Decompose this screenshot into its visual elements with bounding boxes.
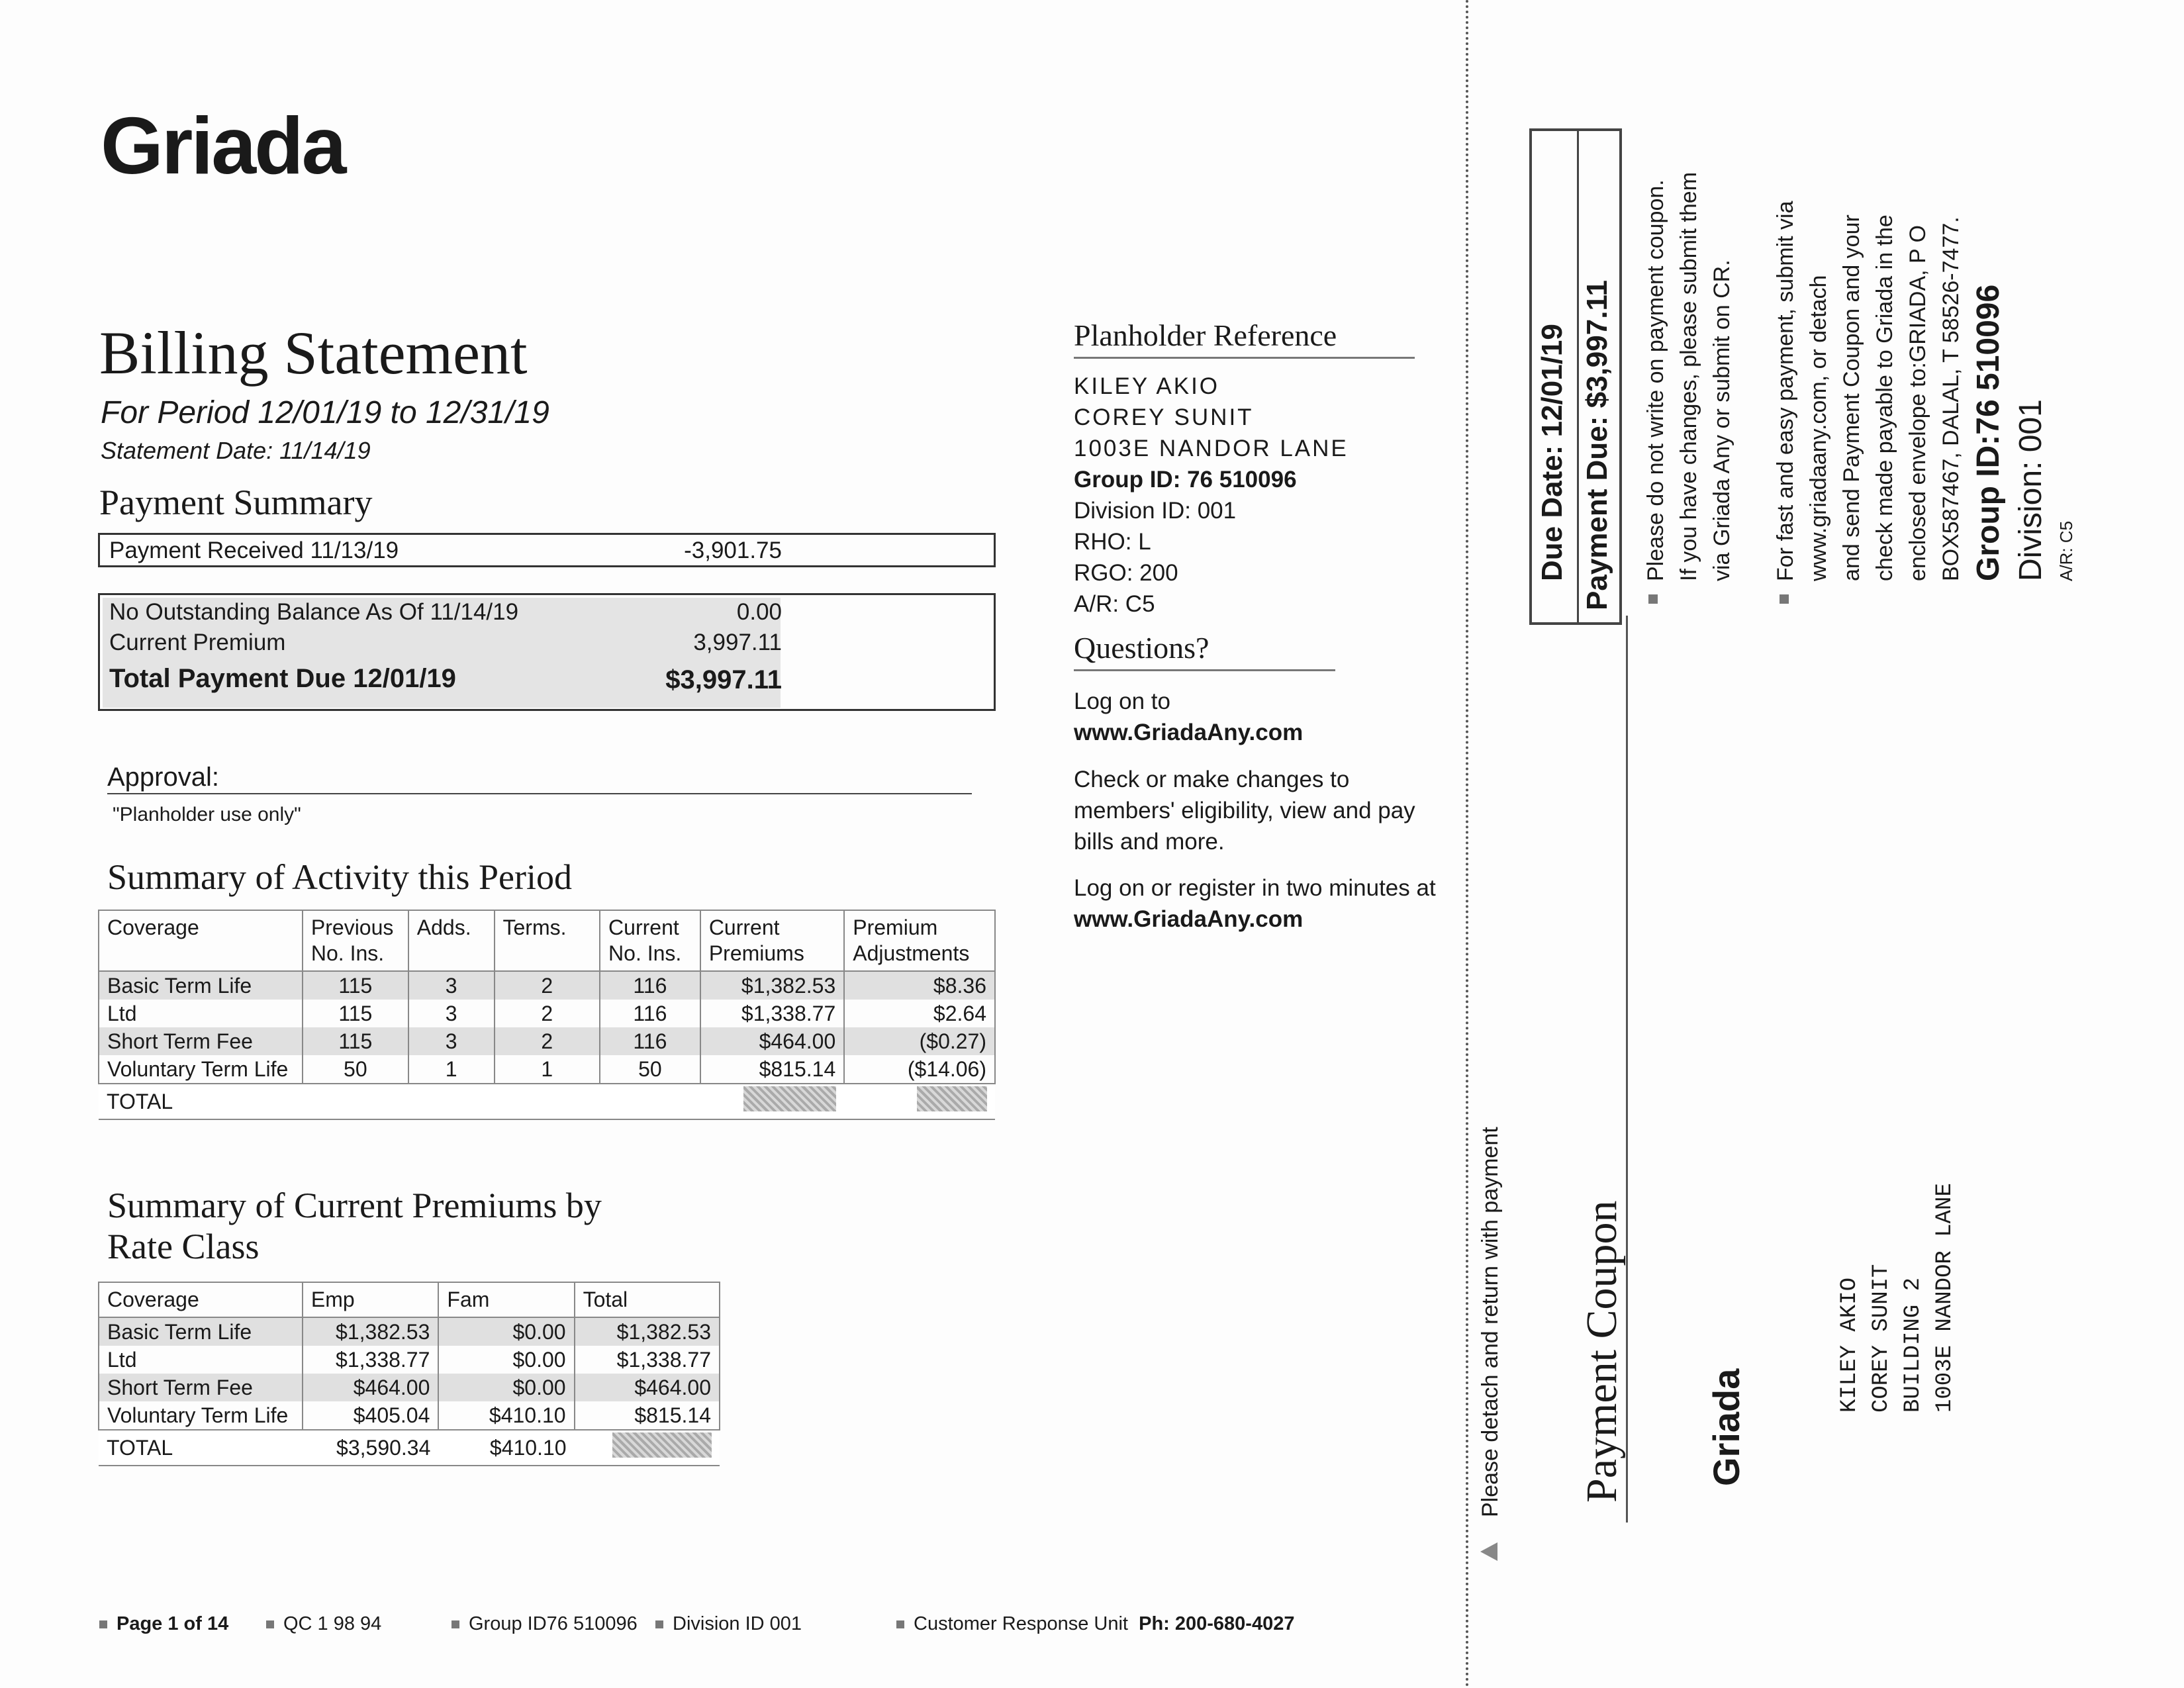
table-row [99,1027,995,1055]
cell: $1,338.77 [303,1346,439,1374]
activity-heading: Summary of Activity this Period [107,857,572,897]
cell: $1,382.53 [303,1317,439,1346]
cell: $1,382.53 [575,1317,720,1346]
footer-division [655,1613,802,1635]
cell: $0.00 [438,1317,574,1346]
cell: $2.64 [844,1000,995,1027]
coupon-note2-line: enclosed envelope to:GRIADA, P O [1905,224,1930,581]
cell: $0.00 [438,1374,574,1401]
coupon-logo: Griada [1705,1368,1747,1486]
rate-col-fam: Fam [438,1282,574,1317]
table-row [99,1055,995,1084]
total-label: TOTAL [99,1430,303,1466]
redacted-value [612,1432,712,1458]
coupon-note1-line: If you have changes, please submit them [1676,171,1701,581]
activity-col-coverage: Coverage [99,910,303,971]
questions-p1 [1074,686,1445,748]
planholder-heading: Planholder Reference [1074,318,1415,359]
cell: $815.14 [700,1055,844,1084]
approval-label: Approval: [107,763,219,792]
detach-note: Please detach and return with payment [1478,1127,1503,1517]
footer-code [266,1613,381,1635]
outstanding-value: 0.00 [736,599,782,625]
approval-note: "Planholder use only" [113,804,301,825]
total-row [99,1430,720,1466]
payment-received-box [98,533,996,567]
approval-line [107,793,972,794]
footer-division-text: Division ID 001 [673,1613,802,1634]
rate-class-heading-line1: Summary of Current Premiums by [107,1186,602,1225]
current-premium-label: Current Premium [109,630,286,655]
table-row [99,1317,720,1346]
cell: $0.00 [438,1346,574,1374]
coupon-address-line: 1003E NANDOR LANE [1932,1183,1958,1413]
cell: 3 [408,971,495,1000]
cell: $1,338.77 [700,1000,844,1027]
cell: $410.10 [438,1401,574,1430]
coupon-note1 [1639,172,1738,581]
coupon-note2 [1769,201,1968,581]
planholder-ar: A/R: C5 [1074,591,1155,617]
website-link[interactable]: www.GriadaAny.com [1074,720,1304,745]
cell: Ltd [99,1000,303,1027]
cell: 50 [303,1055,408,1084]
planholder-rho: RHO: L [1074,529,1151,555]
activity-col-terms: Terms. [495,910,600,971]
coupon-note2-line: BOX587467, DALAL, T 58526-7477. [1938,216,1964,581]
table-row [99,1346,720,1374]
redacted-value [917,1086,987,1111]
activity-col-current: Current No. Ins. [600,910,700,971]
coupon-mailing-address [1834,1183,1961,1413]
cell: Basic Term Life [99,971,303,1000]
bullet-icon [1648,594,1658,604]
coupon-address-line: KILEY AKIO [1837,1277,1862,1413]
coupon-title: Payment Coupon [1578,1200,1626,1503]
total-row [99,1084,995,1119]
cell: 3 [408,1000,495,1027]
rate-col-emp: Emp [303,1282,439,1317]
total-fam: $410.10 [438,1430,574,1466]
rate-col-total: Total [575,1282,720,1317]
coupon-payment-due: Payment Due: $3,997.11 [1581,280,1613,610]
payment-received-value: -3,901.75 [684,538,782,563]
table-row [99,971,995,1000]
cell: 2 [495,971,600,1000]
total-emp: $3,590.34 [303,1430,439,1466]
redacted-value [743,1086,836,1111]
planholder-group-id: Group ID: 76 510096 [1074,467,1297,492]
cell: Ltd [99,1346,303,1374]
cell: 116 [600,1027,700,1055]
cell: $1,338.77 [575,1346,720,1374]
cell: Voluntary Term Life [99,1401,303,1430]
table-row [99,1374,720,1401]
current-premium-value: 3,997.11 [693,630,782,655]
questions-p3-text: Log on or register in two minutes at [1074,875,1436,901]
detach-arrow-icon [1480,1542,1497,1561]
outstanding-label: No Outstanding Balance As Of 11/14/19 [109,599,519,625]
activity-col-adds: Adds. [408,910,495,971]
footer-group [451,1613,638,1635]
bullet-icon [1780,594,1789,604]
total-payment-label: Total Payment Due 12/01/19 [109,664,456,693]
coupon-address-line: BUILDING 2 [1901,1277,1926,1413]
coupon-note1-line: Please do not write on payment coupon. [1643,179,1668,581]
footer-code-text: QC 1 98 94 [283,1613,382,1634]
coupon-note2-line: check made payable to Griada in the [1872,214,1897,581]
planholder-address: 1003E NANDOR LANE [1074,436,1349,461]
cell: 115 [303,971,408,1000]
statement-period: For Period 12/01/19 to 12/31/19 [101,395,549,430]
cell: Voluntary Term Life [99,1055,303,1084]
planholder-name2: COREY SUNIT [1074,404,1254,430]
activity-table [98,910,996,1120]
coupon-title-rule [1626,616,1628,1523]
activity-col-previous: Previous No. Ins. [303,910,408,971]
activity-col-adjustments: Premium Adjustments [844,910,995,971]
activity-header-row [99,910,995,971]
cell: $464.00 [575,1374,720,1401]
cell: $815.14 [575,1401,720,1430]
planholder-name1: KILEY AKIO [1074,373,1220,399]
questions-p3 [1074,872,1445,935]
cell: $8.36 [844,971,995,1000]
statement-title: Billing Statement [99,319,528,387]
footer-cru [896,1613,1294,1635]
cell: 2 [495,1000,600,1027]
cell: 1 [408,1055,495,1084]
footer-group-text: Group ID76 510096 [469,1613,638,1634]
coupon-division: Division: 001 [2013,399,2048,581]
questions-p2: Check or make changes to members' eligibility, view and pay bills and more. [1074,767,1415,855]
planholder-block [1074,371,1349,620]
activity-col-current-premiums: Current Premiums [700,910,844,971]
cell: 116 [600,1000,700,1027]
rate-class-heading [107,1185,602,1267]
coupon-note2-line: www.griadaany.com, or detach [1806,275,1831,581]
cell: 1 [495,1055,600,1084]
payment-received-label: Payment Received 11/13/19 [109,538,399,563]
perforation-line [1466,0,1468,1688]
due-box [1529,128,1622,625]
cell: ($14.06) [844,1055,995,1084]
coupon-ar: A/R: C5 [2056,520,2076,581]
footer-page-text: Page 1 of 14 [117,1613,229,1634]
total-label: TOTAL [99,1084,303,1119]
rate-class-table [98,1282,720,1466]
cell: $464.00 [700,1027,844,1055]
coupon-group-id: Group ID:76 510096 [1971,284,2006,581]
total-payment-value: $3,997.11 [665,665,782,694]
payment-summary-heading: Payment Summary [99,483,373,522]
cell: Short Term Fee [99,1374,303,1401]
table-row [99,1401,720,1430]
cell: 115 [303,1000,408,1027]
cell: $405.04 [303,1401,439,1430]
coupon-due-date: Due Date: 12/01/19 [1536,324,1568,581]
cell: Short Term Fee [99,1027,303,1055]
coupon-note2-line: For fast and easy payment, submit via [1773,201,1798,581]
cell: $1,382.53 [700,971,844,1000]
cell: 2 [495,1027,600,1055]
cell: $464.00 [303,1374,439,1401]
statement-date: Statement Date: 11/14/19 [101,437,371,464]
balance-box [98,593,996,711]
cell: 3 [408,1027,495,1055]
cell: 115 [303,1027,408,1055]
cell: 50 [600,1055,700,1084]
coupon-note2-line: and send Payment Coupon and your [1839,214,1864,581]
footer-cru-label: Customer Response Unit [914,1613,1128,1634]
coupon-note1-line: via Griada Any or submit on CR. [1709,259,1734,581]
footer-phone: Ph: 200-680-4027 [1139,1613,1295,1634]
brand-logo: Griada [101,101,345,191]
planholder-rgo: RGO: 200 [1074,560,1178,586]
table-row [99,1000,995,1027]
cell: ($0.27) [844,1027,995,1055]
cell: 116 [600,971,700,1000]
questions-heading: Questions? [1074,630,1335,671]
coupon-address-line: COREY SUNIT [1869,1264,1894,1413]
cell: Basic Term Life [99,1317,303,1346]
planholder-division-id: Division ID: 001 [1074,498,1237,524]
rate-class-heading-line2: Rate Class [107,1227,260,1266]
rate-class-header-row [99,1282,720,1317]
questions-p1-text: Log on to [1074,688,1170,714]
rate-col-coverage: Coverage [99,1282,303,1317]
footer-page [99,1613,228,1635]
website-link[interactable]: www.GriadaAny.com [1074,906,1304,932]
